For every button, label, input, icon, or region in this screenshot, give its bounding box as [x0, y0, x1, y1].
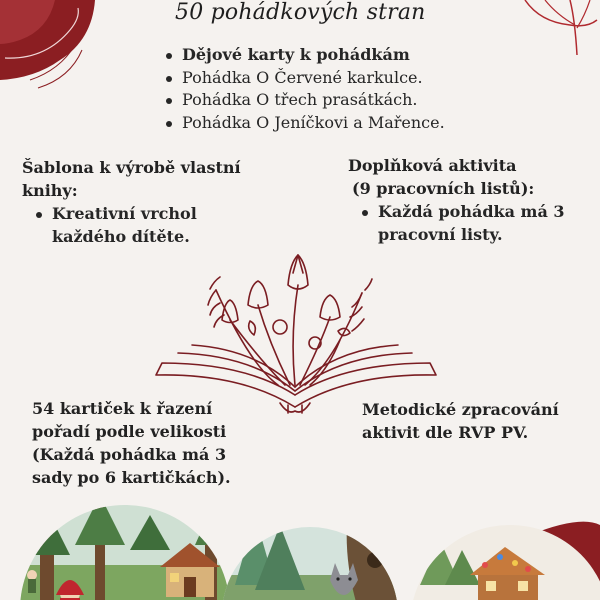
list-item: Pohádka O Jeníčkovi a Mařence.	[166, 112, 445, 135]
text-line: (Každá pohádka má 3	[32, 445, 227, 464]
left-block-heading	[22, 156, 241, 202]
heading-line: Šablona k výrobě vlastní	[22, 158, 241, 177]
left-block-list	[36, 203, 197, 248]
top-feature-list	[166, 44, 445, 134]
leaf-decoration-top-right	[515, 0, 600, 65]
list-item: Pohádka O třech prasátkách.	[166, 89, 445, 112]
fairy-tale-illustrations	[0, 495, 600, 600]
wolf-forest-scene-image	[220, 495, 400, 600]
open-book-flowers-icon	[150, 245, 440, 420]
text-line: aktivit dle RVP PV.	[362, 423, 529, 442]
heading-line: (9 pracovních listů):	[352, 179, 535, 198]
gingerbread-house-scene-image	[410, 495, 600, 600]
bottom-right-text	[362, 398, 559, 444]
text-line: Metodické zpracování	[362, 400, 559, 419]
text-line: 54 kartiček k řazení	[32, 399, 213, 418]
corner-decoration-top-left	[0, 0, 110, 90]
heading-line: Doplňková aktivita	[348, 156, 517, 175]
bottom-left-text	[32, 397, 231, 489]
bullet-line: Každá pohádka má 3	[378, 202, 565, 221]
bullet-line: Kreativní vrchol	[52, 204, 197, 223]
right-block-list	[362, 201, 565, 246]
text-line: sady po 6 kartičkách).	[32, 468, 231, 487]
list-item	[362, 201, 565, 246]
heading-line: knihy:	[22, 181, 78, 200]
page-title: 50 pohádkových stran	[175, 0, 426, 25]
right-block-heading	[348, 154, 534, 200]
red-riding-hood-scene-image	[0, 495, 260, 600]
bullet-line: pracovní listy.	[378, 224, 503, 244]
list-item: Dějové karty k pohádkám	[166, 44, 445, 67]
list-item: Pohádka O Červené karkulce.	[166, 67, 445, 90]
bullet-line: každého dítěte.	[52, 226, 190, 246]
text-line: pořadí podle velikosti	[32, 422, 227, 441]
list-item	[36, 203, 197, 248]
